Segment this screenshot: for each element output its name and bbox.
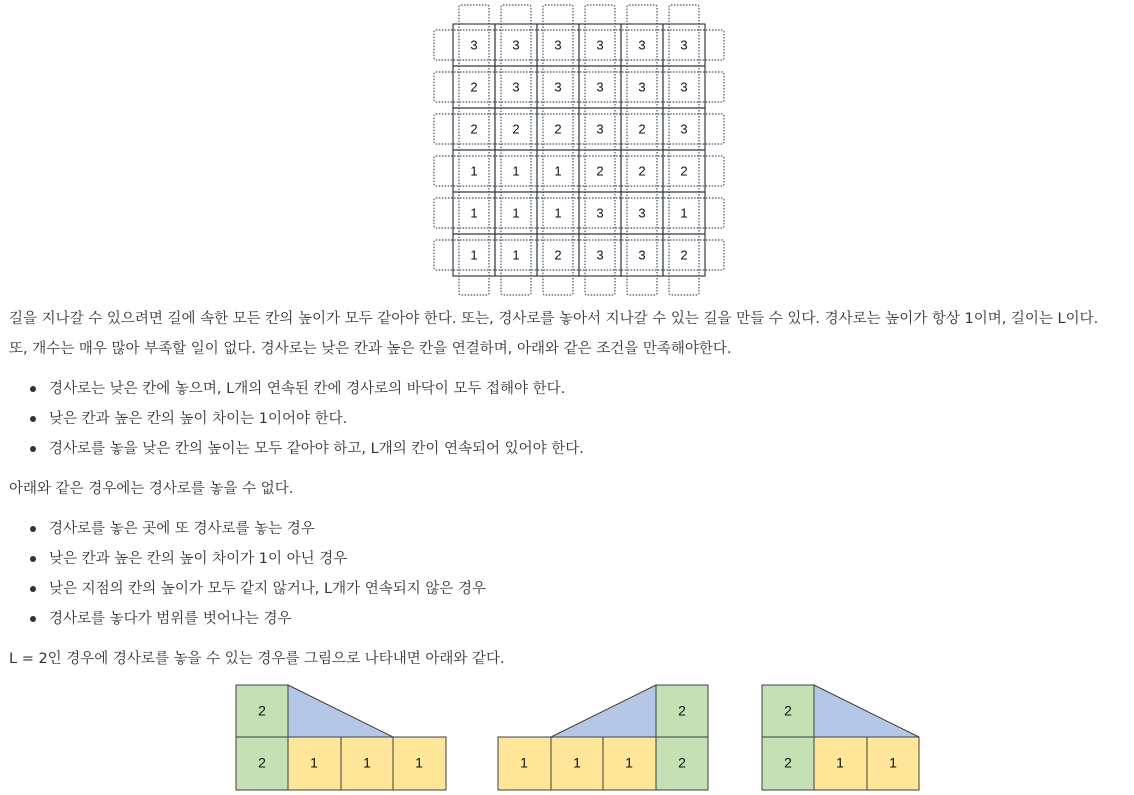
grid-cell-height: 1 — [512, 205, 520, 221]
cell-label: 1 — [889, 754, 897, 771]
grid-cell-height: 1 — [680, 205, 688, 221]
grid-cell-height: 2 — [554, 247, 562, 263]
grid-cell-height: 3 — [638, 247, 646, 263]
grid-cell-height: 3 — [680, 121, 688, 137]
grid-cell-height: 3 — [596, 205, 604, 221]
cell-label: 1 — [836, 754, 844, 771]
list-item-text: 경사로는 낮은 칸에 놓으며, L개의 연속된 칸에 경사로의 바닥이 모두 접해야 한다. — [49, 381, 566, 397]
cell-label: 2 — [258, 702, 266, 719]
ramp-example-3 — [761, 684, 921, 792]
grid-cell-height: 1 — [512, 247, 520, 263]
grid-cell-height: 3 — [512, 37, 520, 53]
grid-cell-height: 3 — [596, 247, 604, 263]
bullet-icon — [30, 446, 36, 452]
bullet-icon — [30, 386, 36, 392]
paragraph-invalid-intro: 아래와 같은 경우에는 경사로를 놓을 수 없다. — [9, 481, 294, 497]
grid-cell-height: 3 — [680, 37, 688, 53]
cell-label: 1 — [625, 754, 633, 771]
bullet-icon — [30, 556, 36, 562]
grid-cell-height: 2 — [638, 163, 646, 179]
bullet-icon — [30, 526, 36, 532]
grid-cell-height: 1 — [554, 205, 562, 221]
grid-cell-height: 1 — [470, 247, 478, 263]
list-item — [30, 609, 486, 639]
list-item-text: 경사로를 놓을 낮은 칸의 높이는 모두 같아야 하고, L개의 칸이 연속되어 있어야 한다. — [49, 441, 584, 457]
ramp-example-2 — [497, 684, 710, 792]
ramp-example-1 — [235, 684, 448, 792]
cell-label: 1 — [520, 754, 528, 771]
grid-cell-height: 1 — [470, 163, 478, 179]
cell-label: 2 — [678, 702, 686, 719]
list-item — [30, 549, 486, 579]
bullet-icon — [30, 416, 36, 422]
height-map-figure — [433, 4, 725, 296]
grid-cell-height: 3 — [512, 79, 520, 95]
grid-cell-height: 3 — [638, 205, 646, 221]
grid-cell-height: 2 — [470, 121, 478, 137]
ramp-conditions-list — [30, 379, 584, 469]
grid-cell-height: 3 — [596, 79, 604, 95]
grid-cell-height: 2 — [596, 163, 604, 179]
grid-cell-height: 2 — [554, 121, 562, 137]
list-item — [30, 439, 584, 469]
grid-cell-height: 1 — [512, 163, 520, 179]
list-item — [30, 379, 584, 409]
grid-cell-height: 3 — [680, 79, 688, 95]
list-item — [30, 409, 584, 439]
bullet-icon — [30, 586, 36, 592]
ramp-shape — [814, 685, 919, 737]
grid-cell-height: 2 — [680, 247, 688, 263]
paragraph-example-intro: L = 2인 경우에 경사로를 놓을 수 있는 경우를 그림으로 나타내면 아래와 같다. — [9, 651, 505, 667]
bullet-icon — [30, 616, 36, 622]
grid-cell-height: 2 — [470, 79, 478, 95]
grid-cell-height: 3 — [596, 121, 604, 137]
list-item-text: 낮은 칸과 높은 칸의 높이 차이는 1이어야 한다. — [49, 411, 348, 427]
ramp-shape — [288, 685, 393, 737]
cell-label: 1 — [573, 754, 581, 771]
grid-cell-height: 1 — [470, 205, 478, 221]
cell-label: 1 — [363, 754, 371, 771]
cell-label: 2 — [784, 754, 792, 771]
cell-label: 2 — [258, 754, 266, 771]
grid-cell-height: 3 — [638, 79, 646, 95]
grid-cell-height: 3 — [470, 37, 478, 53]
ramp-shape — [551, 685, 656, 737]
grid-cell-height: 1 — [554, 163, 562, 179]
cell-label: 2 — [678, 754, 686, 771]
list-item-text: 경사로를 놓은 곳에 또 경사로를 놓는 경우 — [49, 521, 315, 537]
grid-cell-height: 3 — [638, 37, 646, 53]
cell-label: 2 — [784, 702, 792, 719]
grid-cell-height: 3 — [554, 37, 562, 53]
list-item — [30, 579, 486, 609]
grid-cell-height: 2 — [680, 163, 688, 179]
list-item-text: 낮은 지점의 칸의 높이가 모두 같지 않거나, L개가 연속되지 않은 경우 — [49, 581, 486, 597]
grid-cell-height: 2 — [512, 121, 520, 137]
grid-cell-height: 3 — [554, 79, 562, 95]
list-item-text: 낮은 칸과 높은 칸의 높이 차이가 1이 아닌 경우 — [49, 551, 348, 567]
cell-label: 1 — [310, 754, 318, 771]
paragraph-ramp-intro-line1: 길을 지나갈 수 있으려면 길에 속한 모든 칸의 높이가 모두 같아야 한다. 또는, 경사로를 놓아서 지나갈 수 있는 길을 만들 수 있다. 경사로는 높이가 항상 1이며, 길이는 L이다. — [9, 311, 1099, 327]
grid-cell-height: 3 — [596, 37, 604, 53]
grid-cell-height: 2 — [638, 121, 646, 137]
invalid-cases-list — [30, 519, 486, 639]
list-item-text: 경사로를 놓다가 범위를 벗어나는 경우 — [49, 611, 292, 627]
paragraph-ramp-intro-line2: 또, 개수는 매우 많아 부족할 일이 없다. 경사로는 낮은 칸과 높은 칸을 연결하며, 아래와 같은 조건을 만족해야한다. — [9, 341, 732, 357]
list-item — [30, 519, 486, 549]
cell-label: 1 — [415, 754, 423, 771]
